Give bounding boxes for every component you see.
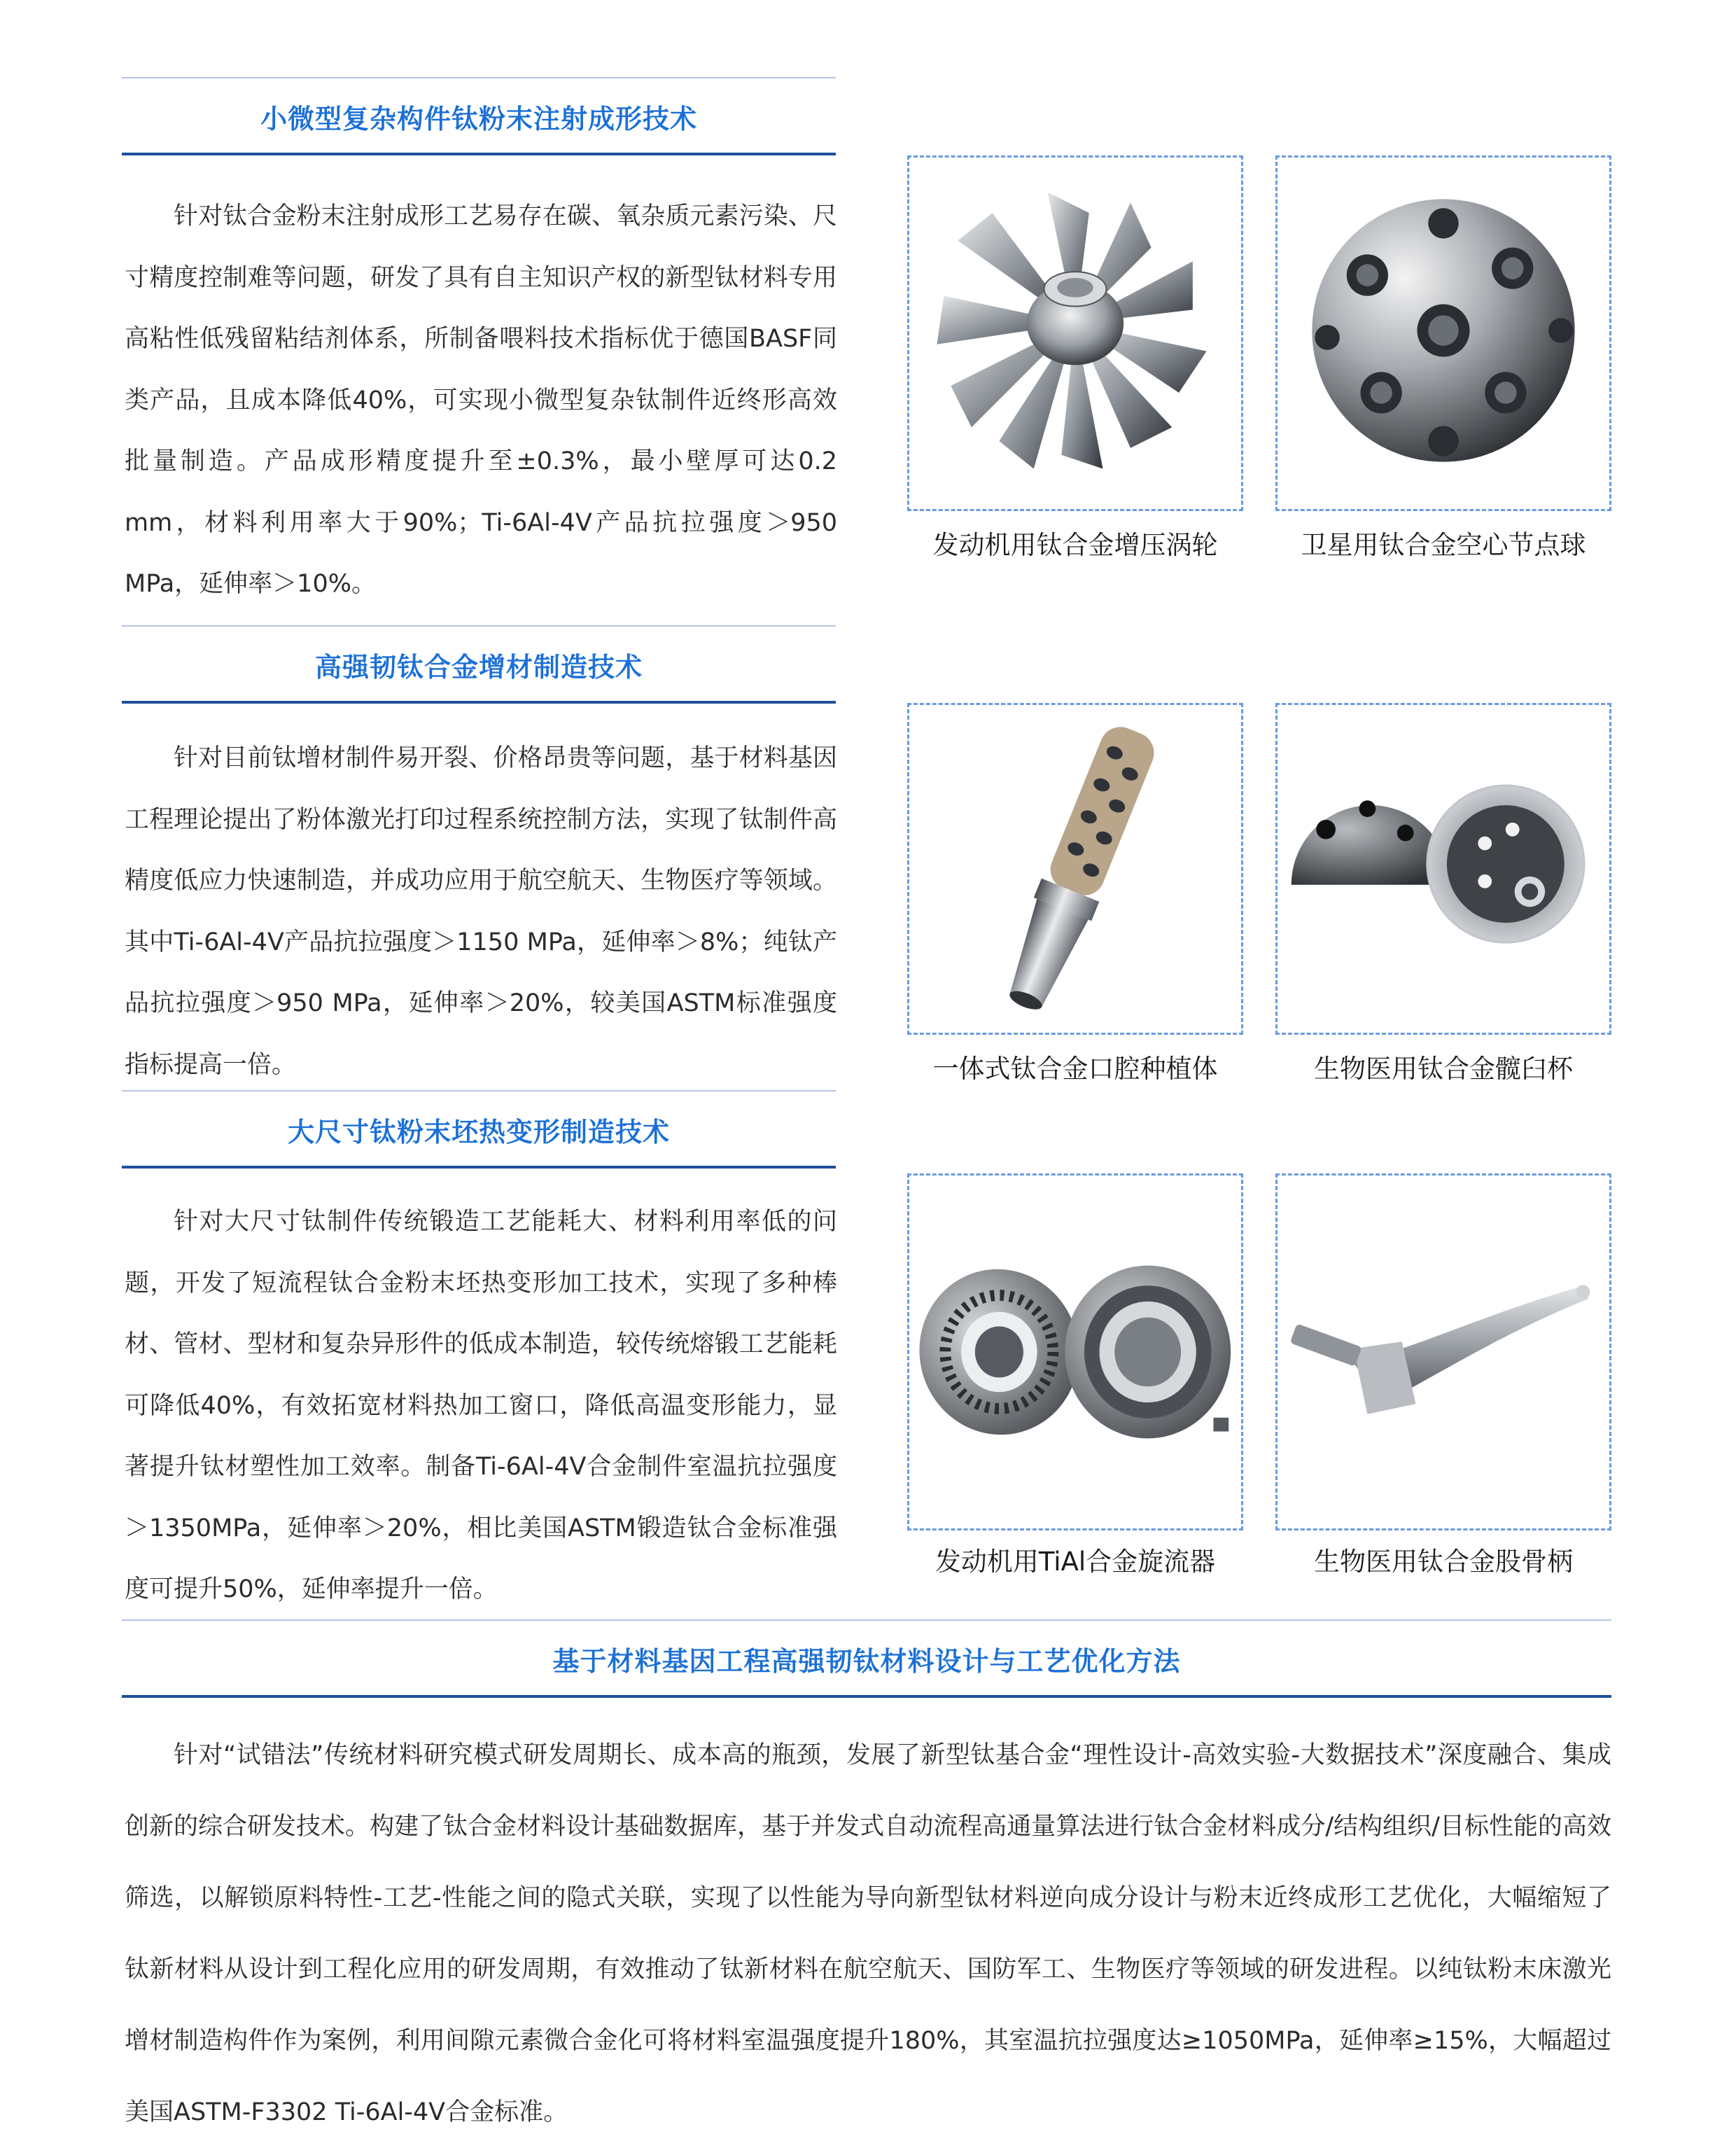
turbine-illustration [909, 158, 1241, 509]
swirler-image [907, 1173, 1243, 1530]
node-sphere-image [1275, 155, 1611, 511]
section-title: 大尺寸钛粉末坯热变形制造技术 [287, 1116, 670, 1148]
caption-implant: 一体式钛合金口腔种植体 [932, 1054, 1218, 1084]
section-header-1 [122, 77, 836, 155]
caption-sphere: 卫星用钛合金空心节点球 [1301, 530, 1586, 560]
implant-illustration [909, 705, 1241, 1033]
section-title: 小微型复杂构件钛粉末注射成形技术 [260, 103, 697, 134]
sphere-illustration [1278, 158, 1609, 509]
turbine-image [907, 155, 1243, 511]
divider-bottom [122, 1695, 1611, 1698]
femoral-stem-image [1275, 1173, 1611, 1530]
caption-stem: 生物医用钛合金股骨柄 [1314, 1547, 1573, 1577]
section-header-2 [122, 625, 836, 704]
section-body: 针对钛合金粉末注射成形工艺易存在碳、氧杂质元素污染、尺寸精度控制难等问题，研发了具有自主知识产权的新型钛材料专用高粘性低残留粘结剂体系，所制备喂料技术指标优于德国BASF同类产品，且成本降低40%，可实现小微型复杂钛制件近终形高效批量制造。产品成形精度提升至±0.3%，最小壁厚可达0.2 mm，材料利用率大于90%；Ti-6Al-4V产品抗拉强度＞950 MPa，延伸率＞10%。 [125, 202, 837, 598]
divider-bottom [122, 1166, 836, 1169]
caption-turbine: 发动机用钛合金增压涡轮 [932, 530, 1218, 560]
acetabular-cup-image [1275, 703, 1611, 1035]
section-header-3 [122, 1090, 836, 1169]
section-title: 高强韧钛合金增材制造技术 [314, 651, 643, 683]
divider-bottom [122, 153, 836, 155]
stem-illustration [1278, 1176, 1609, 1528]
caption-cup: 生物医用钛合金髋臼杯 [1314, 1054, 1573, 1084]
section-body: 针对目前钛增材制件易开裂、价格昂贵等问题，基于材料基因工程理论提出了粉体激光打印过程系统控制方法，实现了钛制件高精度低应力快速制造，并成功应用于航空航天、生物医疗等领域。其中Ti-6Al-4V产品抗拉强度＞1150 MPa，延伸率＞8%；纯钛产品抗拉强度＞950 MPa，延伸率＞20%，较美国ASTM标准强度指标提高一倍。 [125, 744, 837, 1079]
dental-implant-image [907, 703, 1243, 1035]
caption-swirler: 发动机用TiAl合金旋流器 [934, 1547, 1216, 1577]
cup-illustration [1278, 705, 1609, 1033]
swirler-illustration [909, 1176, 1241, 1528]
divider-bottom [122, 701, 836, 704]
section-body: 针对大尺寸钛制件传统锻造工艺能耗大、材料利用率低的问题，开发了短流程钛合金粉末坯热变形加工技术，实现了多种棒材、管材、型材和复杂异形件的低成本制造，较传统熔锻工艺能耗可降低40%，有效拓宽材料热加工窗口，降低高温变形能力，显著提升钛材塑性加工效率。制备Ti-6Al-4V合金制件室温抗拉强度＞1350MPa，延伸率＞20%，相比美国ASTM锻造钛合金标准强度可提升50%，延伸率提升一倍。 [125, 1208, 837, 1603]
section-header-4 [122, 1619, 1611, 1698]
section-title: 基于材料基因工程高强韧钛材料设计与工艺优化方法 [552, 1645, 1181, 1677]
section-body: 针对“试错法”传统材料研究模式研发周期长、成本高的瓶颈，发展了新型钛基合金“理性设计-高效实验-大数据技术”深度融合、集成创新的综合研发技术。构建了钛合金材料设计基础数据库，基于并发式自动流程高通量算法进行钛合金材料成分/结构组织/目标性能的高效筛选，以解锁原料特性-工艺-性能之间的隐式关联，实现了以性能为导向新型钛材料逆向成分设计与粉末近终成形工艺优化，大幅缩短了钛新材料从设计到工程化应用的研发周期，有效推动了钛新材料在航空航天、国防军工、生物医疗等领域的研发进程。以纯钛粉末床激光增材制造构件作为案例，利用间隙元素微合金化可将材料室温强度提升180%，其室温抗拉强度达≥1050MPa，延伸率≥15%，大幅超过美国ASTM-F3302 Ti-6Al-4V合金标准。 [125, 1741, 1611, 2126]
